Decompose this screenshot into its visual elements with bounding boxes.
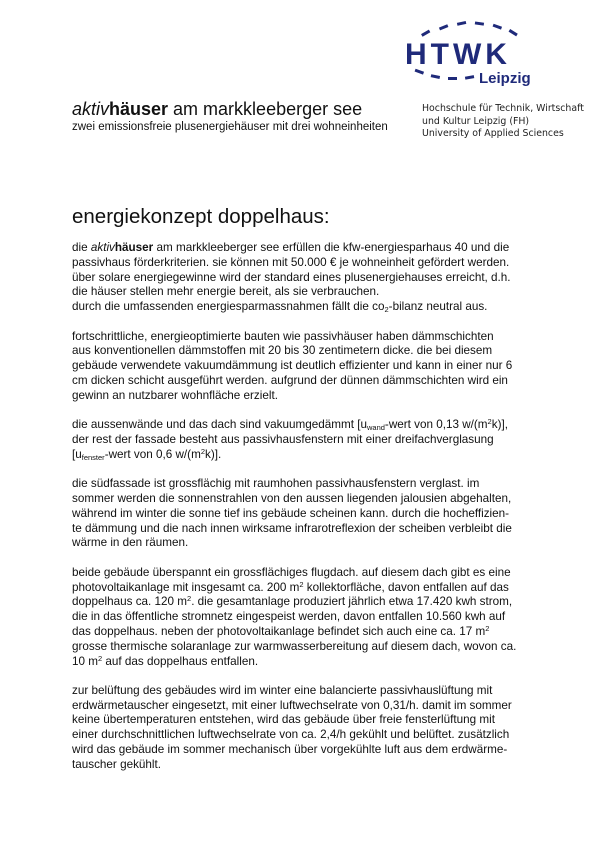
paragraph-insulation: [72, 330, 542, 404]
institution-line: Hochschule für Technik, Wirtschaft: [422, 103, 584, 114]
text-line: beide gebäude überspannt ein grossflächiges flugdach. auf diesem dach gibt es eine: [72, 565, 511, 579]
text-line: keine übertemperaturen entstehen, wird das gebäude über freie fensterlüftung mit: [72, 713, 495, 727]
text-line: fortschrittliche, energieoptimierte bauten wie passivhäuser haben dämmschichten: [72, 329, 494, 343]
text-run: doppelhaus ca. 120 m: [72, 595, 188, 609]
subscript: 2: [384, 305, 389, 315]
superscript: 2: [187, 594, 192, 604]
text-run: k)],: [491, 418, 508, 432]
subscript: fenster: [81, 452, 105, 462]
text-line: cm dicken schicht ausgeführt werden. aufgrund der dünnen dämmschichten wird ein: [72, 373, 508, 387]
text-line: [72, 241, 542, 256]
text-line: erdwärmetauscher eingesetzt, mit einer luftwechselrate von 0,31/h. damit im sommer: [72, 698, 512, 712]
text-run-haeuser: häuser: [114, 241, 154, 254]
text-line: [72, 448, 542, 463]
text-run: durch die umfassenden energiesparmassnahmen fällt die co: [72, 300, 385, 314]
text-line: wird das gebäude im sommer mechanisch über vorgekühlte luft aus dem erdwärme-: [72, 743, 508, 757]
text-line: [72, 625, 542, 640]
subscript: wand: [366, 423, 385, 433]
superscript: 2: [200, 446, 205, 456]
institution-line: und Kultur Leipzig (FH): [422, 115, 530, 127]
text-line: während im winter die sonne tief ins gebäude scheinen kann. durch die hocheffizien-: [72, 506, 510, 520]
text-line: zur belüftung des gebäudes wird im winter eine balancierte passivhauslüftung mit: [72, 683, 493, 697]
text-line: gewinn an nutzbarer wohnfläche erzielt.: [72, 388, 278, 402]
paragraph-u-values: [72, 418, 542, 462]
text-run: 10 m: [72, 654, 98, 668]
text-run-aktiv: aktiv: [90, 241, 115, 254]
superscript: 2: [97, 653, 103, 663]
paragraph-intro: [72, 241, 542, 315]
text-line: gebäude verwendete vakuumdämmung ist deutlich effizienter und kann in einer nur 6: [72, 359, 513, 373]
text-run: das doppelhaus. neben der photovoltaikanlage befindet sich auch eine ca. 17 m: [72, 624, 486, 638]
text-line: der rest der fassade besteht aus passivhausfenstern mit einer dreifachverglasung: [72, 432, 494, 446]
project-subtitle: zwei emissionsfreie plusenergiehäuser mit drei wohneinheiten: [72, 121, 388, 133]
logo-city: Leipzig: [479, 70, 531, 87]
section-heading: energiekonzept doppelhaus:: [72, 205, 330, 228]
text-run: -wert von 0,13 w/(m: [384, 418, 488, 432]
text-run: k)].: [204, 447, 222, 461]
text-line: aus konventionellen dämmstoffen mit 20 bis 30 zentimetern dicke. die bei diesem: [72, 344, 493, 358]
title-haeuser: häuser: [109, 99, 169, 119]
text-run: [u: [72, 447, 82, 461]
text-line: wärme in den räumen.: [72, 536, 189, 550]
text-line: [72, 418, 542, 433]
superscript: 2: [487, 417, 492, 427]
paragraph-flight-roof: [72, 566, 542, 670]
title-rest: am markkleeberger see: [168, 99, 363, 119]
superscript: 2: [299, 579, 304, 589]
text-run: die aussenwände und das dach sind vakuumgedämmt [u: [72, 418, 367, 432]
text-run: photovoltaikanlage mit insgesamt ca. 200 m: [72, 580, 300, 594]
text-run: . die gesamtanlage produziert jährlich etwa 17.420 kwh strom,: [191, 595, 513, 609]
body-text: [72, 241, 542, 787]
text-line: passivhaus förderkriterien. sie können mit 50.000 € je wohneinheit gefördert werden.: [72, 255, 510, 269]
htwk-logo: [405, 20, 540, 92]
title-aktiv: aktiv: [72, 99, 110, 119]
text-line: einer durchschnittlichen luftwechselrate von ca. 2,4/h gekühlt und belüftet. zusätzlich: [72, 728, 510, 742]
superscript: 2: [485, 623, 490, 633]
text-run: kollektorfläche, davon entfallen auf das: [303, 580, 509, 594]
institution-block: [422, 103, 584, 141]
text-run: am markkleeberger see erfüllen die kfw-energiesparhaus 40 und die: [153, 241, 510, 254]
project-title: [72, 98, 362, 120]
text-line: [72, 581, 542, 596]
paragraph-ventilation: [72, 684, 542, 773]
text-line: [72, 595, 542, 610]
text-line: sommer werden die sonnenstrahlen von den aussen liegenden jalousien abgehalten,: [72, 491, 512, 505]
text-run: -bilanz neutral aus.: [388, 300, 488, 314]
text-line: [72, 655, 542, 670]
text-line: die häuser stellen mehr energie bereit, als sie verbrauchen.: [72, 285, 380, 299]
text-line: [72, 300, 542, 315]
text-line: die in das öffentliche stromnetz eingespeist werden, davon entfallen 10.560 kwh auf: [72, 610, 506, 624]
paragraph-south-facade: [72, 477, 542, 551]
text-line: tauscher gekühlt.: [72, 757, 162, 771]
text-run: die: [72, 241, 91, 254]
logo-letters: HTWK: [405, 38, 511, 71]
text-line: die südfassade ist grossflächig mit raumhohen passivhausfenstern verglast. im: [72, 477, 480, 491]
text-run: -wert von 0,6 w/(m: [104, 447, 201, 461]
institution-line: University of Applied Sciences: [422, 128, 564, 139]
text-line: über solare energiegewinne wird der standard eines plusenergiehauses erreicht, d.h.: [72, 270, 511, 284]
text-run: auf das doppelhaus entfallen.: [102, 654, 259, 668]
text-line: grosse thermische solaranlage zur warmwasserbereitung auf diesem dach, wovon ca.: [72, 639, 517, 653]
text-line: te dämmung und die nach innen wirksame infrarotreflexion der scheiben verbleibt die: [72, 521, 512, 535]
